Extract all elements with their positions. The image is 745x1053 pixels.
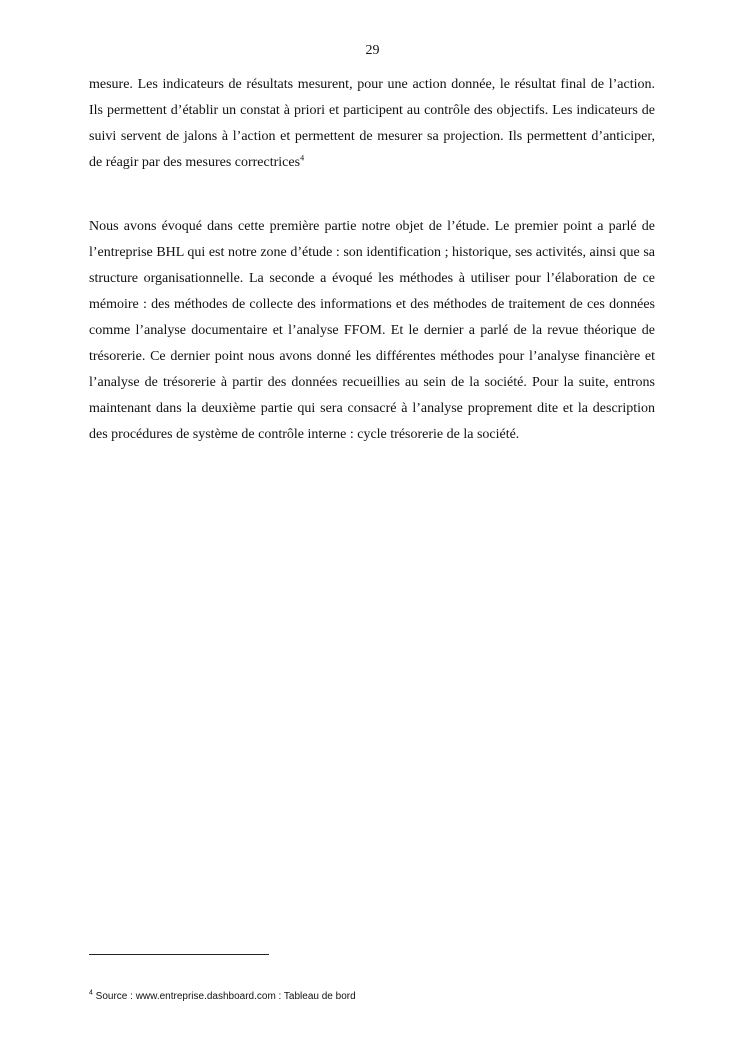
footnote-marker: 4 <box>89 989 93 997</box>
paragraph-text: mesure. Les indicateurs de résultats mesurent, pour une action donnée, le résultat final de l’action. Ils permettent d’établir un constat à priori et participent au contrôle des objectifs. Les indicateurs de suivi servent de jalons à l’action et permettent de mesurer sa projection. Ils permettent d’anticiper, de réagir par des mesures correctrices <box>89 77 655 170</box>
footnote-reference[interactable]: 4 <box>300 153 305 163</box>
footnote <box>89 990 356 1004</box>
body-paragraph <box>89 72 655 176</box>
body-paragraph <box>89 214 655 448</box>
footnote-text: Source : www.entreprise.dashboard.com : Tableau de bord <box>92 991 356 1002</box>
footnote-separator <box>89 954 269 955</box>
paragraph-text: Nous avons évoqué dans cette première partie notre objet de l’étude. Le premier point a parlé de l’entreprise BHL qui est notre zone d’étude : son identification ; historique, ses activités, ainsi que sa structure organisationnelle. La seconde a évoqué les méthodes à utiliser pour l’élaboration de ce mémoire : des méthodes de collecte des informations et des méthodes de traitement de ces données comme l’analyse documentaire et l’analyse FFOM. Et le dernier a parlé de la revue théorique de trésorerie. Ce dernier point nous avons donné les différentes méthodes pour l’analyse financière et l’analyse de trésorerie à partir des données recueillies au sein de la société. Pour la suite, entrons maintenant dans la deuxième partie qui sera consacré à l’analyse proprement dite et la description des procédures de système de contrôle interne : cycle trésorerie de la société. <box>89 219 655 442</box>
page-number: 29 <box>365 43 380 58</box>
